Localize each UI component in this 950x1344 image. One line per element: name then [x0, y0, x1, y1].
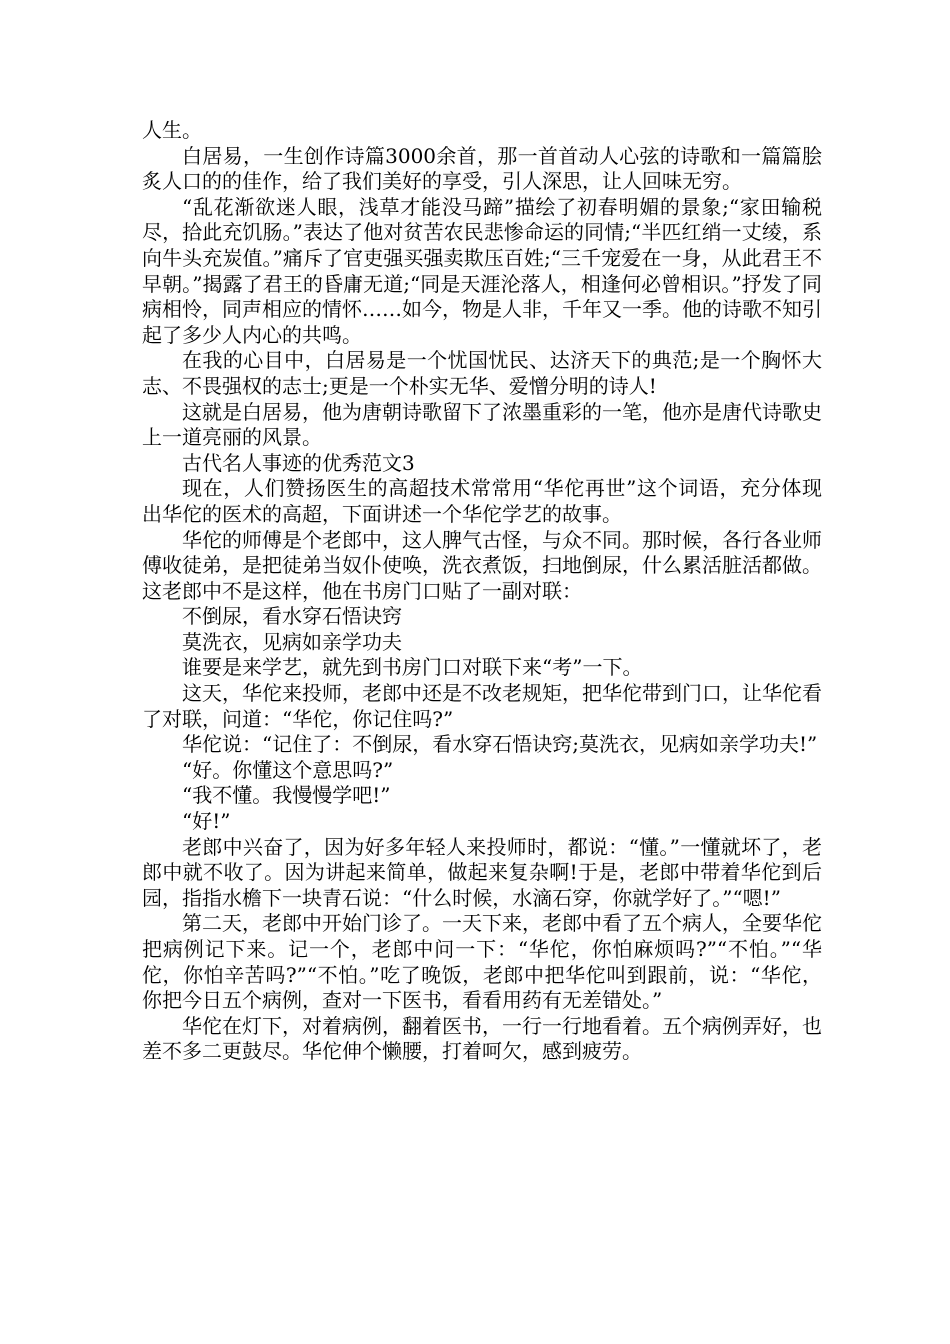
paragraph-17: 老郎中兴奋了，因为好多年轻人来投师时，都说：“懂。”一懂就坏了，老郎中就不收了。因为讲起来简单，做起来复杂啊!于是，老郎中带着华佗到后园，指指水檐下一块青石说：“什么时候，水滴石穿，你就学好了。”“嗯!” [142, 834, 822, 910]
paragraph-12: 这天，华佗来投师，老郎中还是不改老规矩，把华佗带到门口，让华佗看了对联，问道：“华佗，你记住吗?” [142, 681, 822, 731]
paragraph-3: “乱花渐欲迷人眼，浅草才能没马蹄”描绘了初春明媚的景象;“家田输税尽，拾此充饥肠。”表达了他对贫苦农民悲惨命运的同情;“半匹红绡一丈绫，系向牛头充炭值。”痛斥了官吏强买强卖欺压百姓;“三千宠爱在一身，从此君王不早朝。”揭露了君王的昏庸无道;“同是天涯沦落人，相逢何必曾相识。”抒发了同病相怜，同声相应的情怀……如今，物是人非，千年又一季。他的诗歌不知引起了多少人内心的共鸣。 [142, 194, 822, 347]
dialogue-line-1: “好。你懂这个意思吗?” [182, 757, 394, 782]
dialogue-line-3: “好!” [182, 809, 231, 834]
paragraph-5: 这就是白居易，他为唐朝诗歌留下了浓墨重彩的一笔，他亦是唐代诗歌史上一道亮丽的风景。 [142, 399, 822, 450]
section-heading: 古代名人事迹的优秀范文3 [182, 450, 415, 475]
paragraph-11: 谁要是来学艺，就先到书房门口对联下来“考”一下。 [182, 655, 643, 680]
document-body [142, 118, 822, 1065]
couplet-line-2: 莫洗衣，见病如亲学功夫 [182, 629, 402, 654]
paragraph-2: 白居易，一生创作诗篇3000余首，那一首首动人心弦的诗歌和一篇篇脍炙人口的的佳作，给了我们美好的享受，引人深思，让人回味无穷。 [142, 143, 822, 194]
paragraph-7: 现在，人们赞扬医生的高超技术常常用“华佗再世”这个词语，充分体现出华佗的医术的高超，下面讲述一个华佗学艺的故事。 [142, 476, 822, 526]
paragraph-4: 在我的心目中，白居易是一个忧国忧民、达济天下的典范;是一个胸怀大志、不畏强权的志士;更是一个朴实无华、爱憎分明的诗人! [142, 348, 822, 398]
paragraph-19: 华佗在灯下，对着病例，翻着医书，一行一行地看着。五个病例弄好，也差不多二更鼓尽。华佗伸个懒腰，打着呵欠，感到疲劳。 [142, 1013, 822, 1064]
paragraph-13: 华佗说：“记住了：不倒尿，看水穿石悟诀窍;莫洗衣，见病如亲学功夫!” [182, 732, 818, 757]
dialogue-line-2: “我不懂。我慢慢学吧!” [182, 783, 391, 808]
couplet-line-1: 不倒尿，看水穿石悟诀窍 [182, 604, 402, 629]
paragraph-1: 人生。 [142, 118, 202, 142]
paragraph-18: 第二天，老郎中开始门诊了。一天下来，老郎中看了五个病人，全要华佗把病例记下来。记一个，老郎中问一下：“华佗，你怕麻烦吗?”“不怕。”“华佗，你怕辛苦吗?”“不怕。”吃了晚饭，老郎中把华佗叫到跟前，说：“华佗，你把今日五个病例，查对一下医书，看看用药有无差错处。” [142, 911, 822, 1013]
paragraph-8: 华佗的师傅是个老郎中，这人脾气古怪，与众不同。那时候，各行各业师傅收徒弟，是把徒弟当奴仆使唤，洗衣煮饭，扫地倒尿，什么累活脏活都做。这老郎中不是这样，他在书房门口贴了一副对联： [142, 527, 822, 603]
